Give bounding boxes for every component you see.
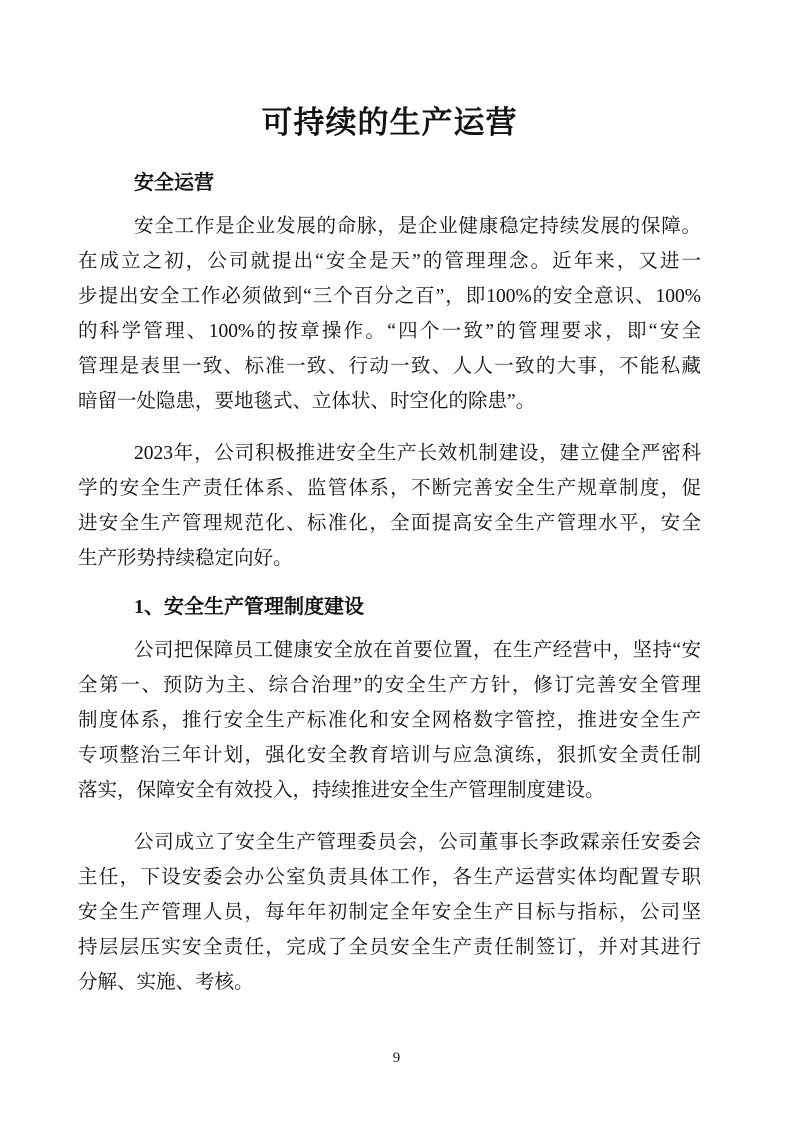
- paragraph-line: 公司把保障员工健康安全放在首要位置，在生产经营中，坚持“安: [134, 640, 701, 661]
- paragraph-line: 制度体系，推行安全生产标准化和安全网格数字管控，推进安全生产: [78, 710, 701, 731]
- paragraph-line: 持层层压实安全责任，完成了全员安全生产责任制签订，并对其进行: [78, 937, 701, 958]
- page-title: 可持续的生产运营: [261, 105, 518, 140]
- paragraph-line: 管理是表里一致、标准一致、行动一致、人人一致的大事，不能私藏: [78, 356, 701, 377]
- document-body: [78, 166, 701, 1000]
- paragraph-line: 2023年，公司积极推进安全生产长效机制建设，建立健全严密科: [134, 443, 701, 464]
- paragraph: [78, 825, 701, 1000]
- paragraph-line: 安全生产管理人员，每年年初制定全年安全生产目标与指标，公司坚: [78, 902, 701, 923]
- section-heading: 安全运营: [134, 172, 214, 194]
- page-number: 9: [392, 1050, 401, 1066]
- paragraph-line: 主任，下设安委会办公室负责具体工作，各生产运营实体均配置专职: [78, 867, 701, 888]
- paragraph-line: 暗留一处隐患，要地毯式、立体状、时空化的除患”。: [78, 391, 536, 412]
- paragraph: [78, 209, 701, 419]
- paragraph: [78, 436, 701, 576]
- paragraph: [78, 633, 701, 808]
- paragraph-line: 学的安全生产责任体系、监管体系，不断完善安全生产规章制度，促: [78, 478, 701, 499]
- numbered-heading: 1、安全生产管理制度建设: [134, 596, 364, 618]
- paragraph-line: 落实，保障安全有效投入，持续推进安全生产管理制度建设。: [78, 780, 605, 801]
- paragraph-line: 生产形势持续稳定向好。: [78, 548, 293, 569]
- paragraph-line: 在成立之初，公司就提出“安全是天”的管理理念。近年来，又进一: [78, 251, 701, 272]
- paragraph-line: 安全工作是企业发展的命脉，是企业健康稳定持续发展的保障。: [134, 216, 701, 237]
- paragraph-line: 进安全生产管理规范化、标准化，全面提高安全生产管理水平，安全: [78, 513, 701, 534]
- paragraph-line: 步提出安全工作必须做到“三个百分之百”，即100%的安全意识、100%: [78, 286, 701, 307]
- paragraph-line: 全第一、预防为主、综合治理”的安全生产方针，修订完善安全管理: [78, 675, 701, 696]
- paragraph-line: 专项整治三年计划，强化安全教育培训与应急演练，狠抓安全责任制: [78, 745, 701, 766]
- paragraph-line: 分解、实施、考核。: [78, 972, 254, 993]
- paragraph-line: 公司成立了安全生产管理委员会，公司董事长李政霖亲任安委会: [134, 832, 701, 853]
- paragraph-line: 的科学管理、100%的按章操作。“四个一致”的管理要求，即“安全: [78, 321, 701, 342]
- document-content: [78, 100, 701, 1000]
